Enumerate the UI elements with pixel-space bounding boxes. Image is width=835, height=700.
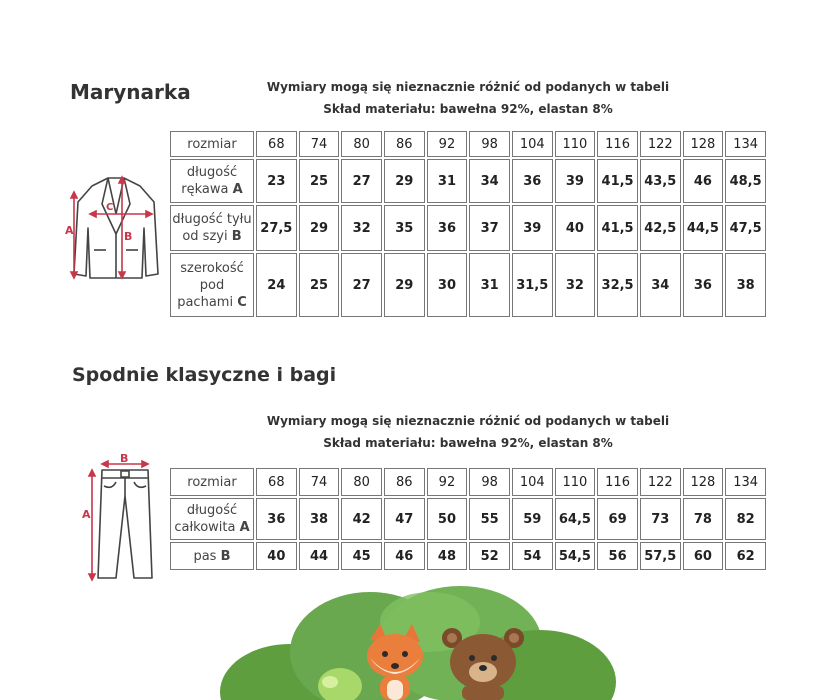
- jacket-diagram-icon: [62, 174, 170, 286]
- table-cell: 55: [469, 498, 510, 540]
- row-label-letter: A: [239, 520, 250, 535]
- table-cell: 54: [512, 542, 553, 570]
- table-cell: 30: [427, 253, 468, 317]
- table-cell: 134: [725, 131, 766, 157]
- table-cell: 36: [512, 159, 553, 203]
- row-label: [170, 131, 254, 157]
- table-cell: 37: [469, 205, 510, 251]
- jacket-label-b: B: [124, 230, 133, 243]
- row-label: [170, 542, 254, 570]
- forest-animals-illustration: [220, 582, 620, 700]
- table-cell: 47: [384, 498, 425, 540]
- row-label: [170, 205, 254, 251]
- table-cell: 80: [341, 131, 382, 157]
- row-label-letter: B: [231, 229, 242, 244]
- table-cell: 32,5: [597, 253, 638, 317]
- table-cell: 104: [512, 468, 553, 496]
- table-cell: 116: [597, 468, 638, 496]
- table-row: [170, 498, 766, 540]
- table-cell: 27: [341, 253, 382, 317]
- table-row: [170, 205, 766, 251]
- table-cell: 36: [256, 498, 297, 540]
- table-row: [170, 253, 766, 317]
- table-row: [170, 159, 766, 203]
- row-label: [170, 253, 254, 317]
- table-row: [170, 131, 766, 157]
- table-cell: 48: [427, 542, 468, 570]
- table-cell: 60: [683, 542, 724, 570]
- table-cell: 122: [640, 468, 681, 496]
- table-cell: 128: [683, 131, 724, 157]
- table-cell: 31,5: [512, 253, 553, 317]
- table-cell: 32: [555, 253, 596, 317]
- row-label-text: rozmiar: [187, 136, 237, 152]
- table-cell: 50: [427, 498, 468, 540]
- table-cell: 128: [683, 468, 724, 496]
- table-cell: 38: [299, 498, 340, 540]
- table-cell: 68: [256, 468, 297, 496]
- table-cell: 39: [512, 205, 553, 251]
- trousers-label-a: A: [82, 508, 91, 521]
- row-label-text: długość rękawa: [181, 165, 238, 197]
- table-cell: 44: [299, 542, 340, 570]
- table-cell: 80: [341, 468, 382, 496]
- trousers-note-1: Wymiary mogą się nieznacznie różnić od podanych w tabeli: [266, 414, 670, 428]
- trousers-label-b: B: [120, 452, 129, 465]
- table-cell: 82: [725, 498, 766, 540]
- table-cell: 31: [469, 253, 510, 317]
- table-cell: 64,5: [555, 498, 596, 540]
- row-label: [170, 498, 254, 540]
- table-cell: 43,5: [640, 159, 681, 203]
- table-cell: 34: [640, 253, 681, 317]
- table-cell: 74: [299, 131, 340, 157]
- table-cell: 52: [469, 542, 510, 570]
- row-label-letter: C: [237, 294, 247, 310]
- table-cell: 35: [384, 205, 425, 251]
- row-label-text: szerokość pod pachami: [177, 260, 244, 310]
- table-cell: 23: [256, 159, 297, 203]
- row-label-letter: A: [232, 182, 243, 197]
- table-cell: 36: [427, 205, 468, 251]
- table-cell: 44,5: [683, 205, 724, 251]
- table-cell: 57,5: [640, 542, 681, 570]
- table-row: [170, 468, 766, 496]
- table-cell: 48,5: [725, 159, 766, 203]
- table-cell: 116: [597, 131, 638, 157]
- row-label-text: rozmiar: [187, 474, 237, 490]
- table-cell: 92: [427, 468, 468, 496]
- row-label-text: długość tyłu od szyi: [172, 212, 252, 244]
- table-cell: 32: [341, 205, 382, 251]
- table-cell: 29: [384, 159, 425, 203]
- table-cell: 41,5: [597, 205, 638, 251]
- table-cell: 39: [555, 159, 596, 203]
- table-cell: 25: [299, 253, 340, 317]
- table-cell: 46: [384, 542, 425, 570]
- table-cell: 42: [341, 498, 382, 540]
- jacket-note-2: Skład materiału: bawełna 92%, elastan 8%: [323, 102, 613, 116]
- table-cell: 86: [384, 468, 425, 496]
- table-cell: 54,5: [555, 542, 596, 570]
- table-cell: 24: [256, 253, 297, 317]
- jacket-label-a: A: [65, 224, 74, 237]
- table-cell: 62: [725, 542, 766, 570]
- table-cell: 47,5: [725, 205, 766, 251]
- table-cell: 25: [299, 159, 340, 203]
- trousers-note-2: Skład materiału: bawełna 92%, elastan 8%: [323, 436, 613, 450]
- row-label: [170, 159, 254, 203]
- jacket-label-c: C: [106, 202, 114, 213]
- table-cell: 41,5: [597, 159, 638, 203]
- table-cell: 29: [384, 253, 425, 317]
- table-cell: 40: [555, 205, 596, 251]
- table-cell: 29: [299, 205, 340, 251]
- table-cell: 40: [256, 542, 297, 570]
- table-cell: 134: [725, 468, 766, 496]
- table-cell: 42,5: [640, 205, 681, 251]
- table-cell: 38: [725, 253, 766, 317]
- table-cell: 73: [640, 498, 681, 540]
- table-cell: 110: [555, 468, 596, 496]
- jacket-title: Marynarka: [70, 80, 191, 104]
- table-cell: 74: [299, 468, 340, 496]
- table-cell: 46: [683, 159, 724, 203]
- trousers-title: Spodnie klasyczne i bagi: [72, 364, 337, 386]
- trousers-size-table: [168, 466, 768, 572]
- table-cell: 59: [512, 498, 553, 540]
- table-cell: 34: [469, 159, 510, 203]
- row-label-letter: B: [220, 548, 231, 564]
- table-row: [170, 542, 766, 570]
- row-label: [170, 468, 254, 496]
- row-label-text: długość całkowita: [174, 503, 238, 535]
- table-cell: 78: [683, 498, 724, 540]
- table-cell: 110: [555, 131, 596, 157]
- table-cell: 104: [512, 131, 553, 157]
- table-cell: 86: [384, 131, 425, 157]
- trousers-diagram-icon: [78, 452, 158, 584]
- table-cell: 36: [683, 253, 724, 317]
- bush-illustration: [220, 586, 616, 700]
- row-label-text: pas: [193, 548, 217, 564]
- table-cell: 27: [341, 159, 382, 203]
- table-cell: 56: [597, 542, 638, 570]
- table-cell: 27,5: [256, 205, 297, 251]
- jacket-size-table: [168, 129, 768, 319]
- table-cell: 98: [469, 131, 510, 157]
- jacket-note-1: Wymiary mogą się nieznacznie różnić od podanych w tabeli: [266, 80, 670, 94]
- table-cell: 69: [597, 498, 638, 540]
- table-cell: 92: [427, 131, 468, 157]
- table-cell: 31: [427, 159, 468, 203]
- table-cell: 122: [640, 131, 681, 157]
- table-cell: 68: [256, 131, 297, 157]
- table-cell: 98: [469, 468, 510, 496]
- table-cell: 45: [341, 542, 382, 570]
